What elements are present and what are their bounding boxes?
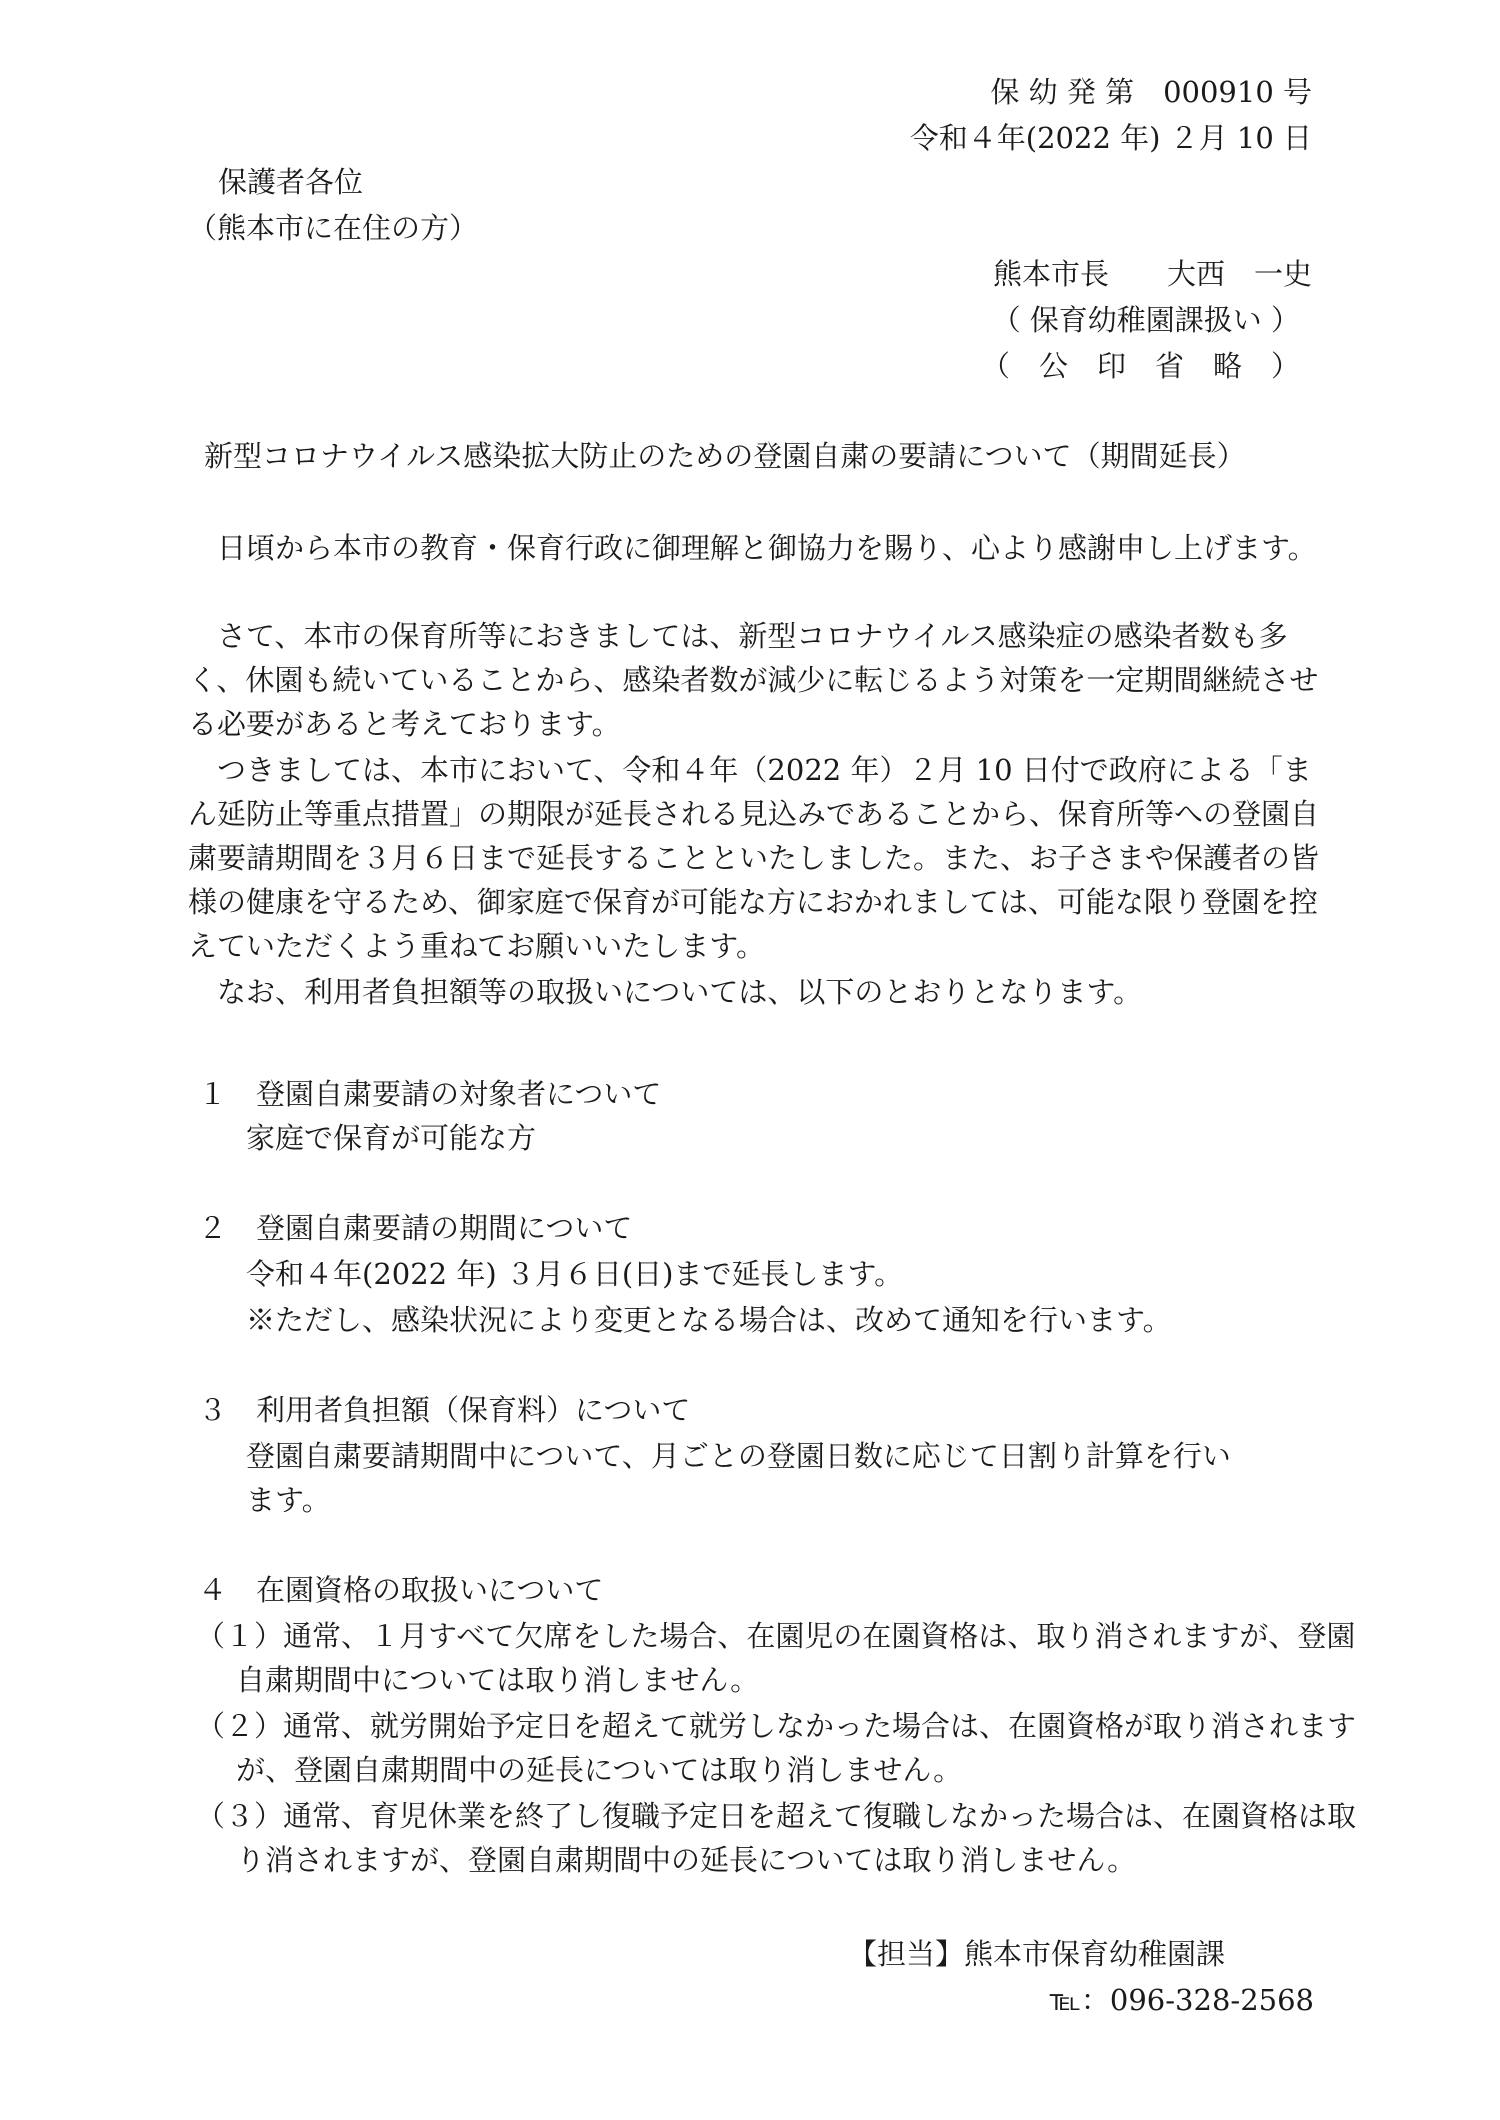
addressee: 保護者各位 bbox=[218, 165, 364, 199]
section-3-body: 登園自粛要請期間中について、月ごとの登園日数に応じて日割り計算を行います。 bbox=[246, 1439, 1231, 1517]
section-4-item-1: （１）通常、１月すべて欠席をした場合、在園児の在園資格は、取り消されますが、登園自粛期間中については取り消しません。 bbox=[196, 1619, 1356, 1697]
section-2-heading: ２ 登園自粛要請の期間について bbox=[198, 1211, 633, 1245]
section-4-heading: ４ 在園資格の取扱いについて bbox=[198, 1573, 604, 1607]
section-4-item-2: （２）通常、就労開始予定日を超えて就労しなかった場合は、在園資格が取り消されますが、登園自粛期間中の延長については取り消しません。 bbox=[196, 1709, 1357, 1787]
addressee-note: （熊本市に在住の方） bbox=[188, 211, 479, 245]
document-date: 令和４年(2022 年) ２月 10 日 bbox=[909, 121, 1312, 155]
sender-department: （ 保育幼稚園課扱い ） bbox=[991, 303, 1300, 337]
section-2-body: 令和４年(2022 年) ３月６日(日)まで延長します。 bbox=[246, 1257, 904, 1291]
section-1-body: 家庭で保育が可能な方 bbox=[246, 1121, 537, 1155]
section-2-note: ※ただし、感染状況により変更となる場合は、改めて通知を行います。 bbox=[246, 1303, 1172, 1337]
contact-phone: ℡：096-328-2568 bbox=[1049, 1983, 1314, 2017]
seal-omitted: （ 公 印 省 略 ） bbox=[980, 349, 1300, 383]
body-paragraph-2: さて、本市の保育所等におきましては、新型コロナウイルス感染症の感染者数も多く、休園も続いていることから、感染者数が減少に転じるよう対策を一定期間継続させる必要があると考えております。 bbox=[188, 619, 1319, 741]
document-title: 新型コロナウイルス感染拡大防止のための登園自粛の要請について（期間延長） bbox=[204, 439, 1246, 473]
body-paragraph-3: つきましては、本市において、令和４年（2022 年）２月 10 日付で政府による「まん延防止等重点措置」の期限が延長される見込みであることから、保育所等への登園自粛要請期間を３月６日まで延長することといたしました。また、お子さまや保護者の皆様の健康を守るため、御家庭で保育が可能な方におかれましては、可能な限り登園を控えていただくよう重ねてお願いいたします。 bbox=[188, 753, 1320, 963]
section-1-heading: １ 登園自粛要請の対象者について bbox=[198, 1077, 662, 1111]
body-paragraph-1: 日頃から本市の教育・保育行政に御理解と御協力を賜り、心より感謝申し上げます。 bbox=[217, 531, 1317, 565]
sender-name: 熊本市長 大西 一史 bbox=[992, 257, 1312, 291]
section-3-heading: ３ 利用者負担額（保育料）について bbox=[198, 1393, 691, 1427]
contact-department: 【担当】熊本市保育幼稚園課 bbox=[848, 1937, 1226, 1971]
section-4-item-3: （３）通常、育児休業を終了し復職予定日を超えて復職しなかった場合は、在園資格は取り消されますが、登園自粛期間中の延長については取り消しません。 bbox=[196, 1799, 1357, 1877]
body-paragraph-4: なお、利用者負担額等の取扱いについては、以下のとおりとなります。 bbox=[217, 975, 1143, 1009]
document-number: 保 幼 発 第 000910 号 bbox=[990, 75, 1312, 109]
